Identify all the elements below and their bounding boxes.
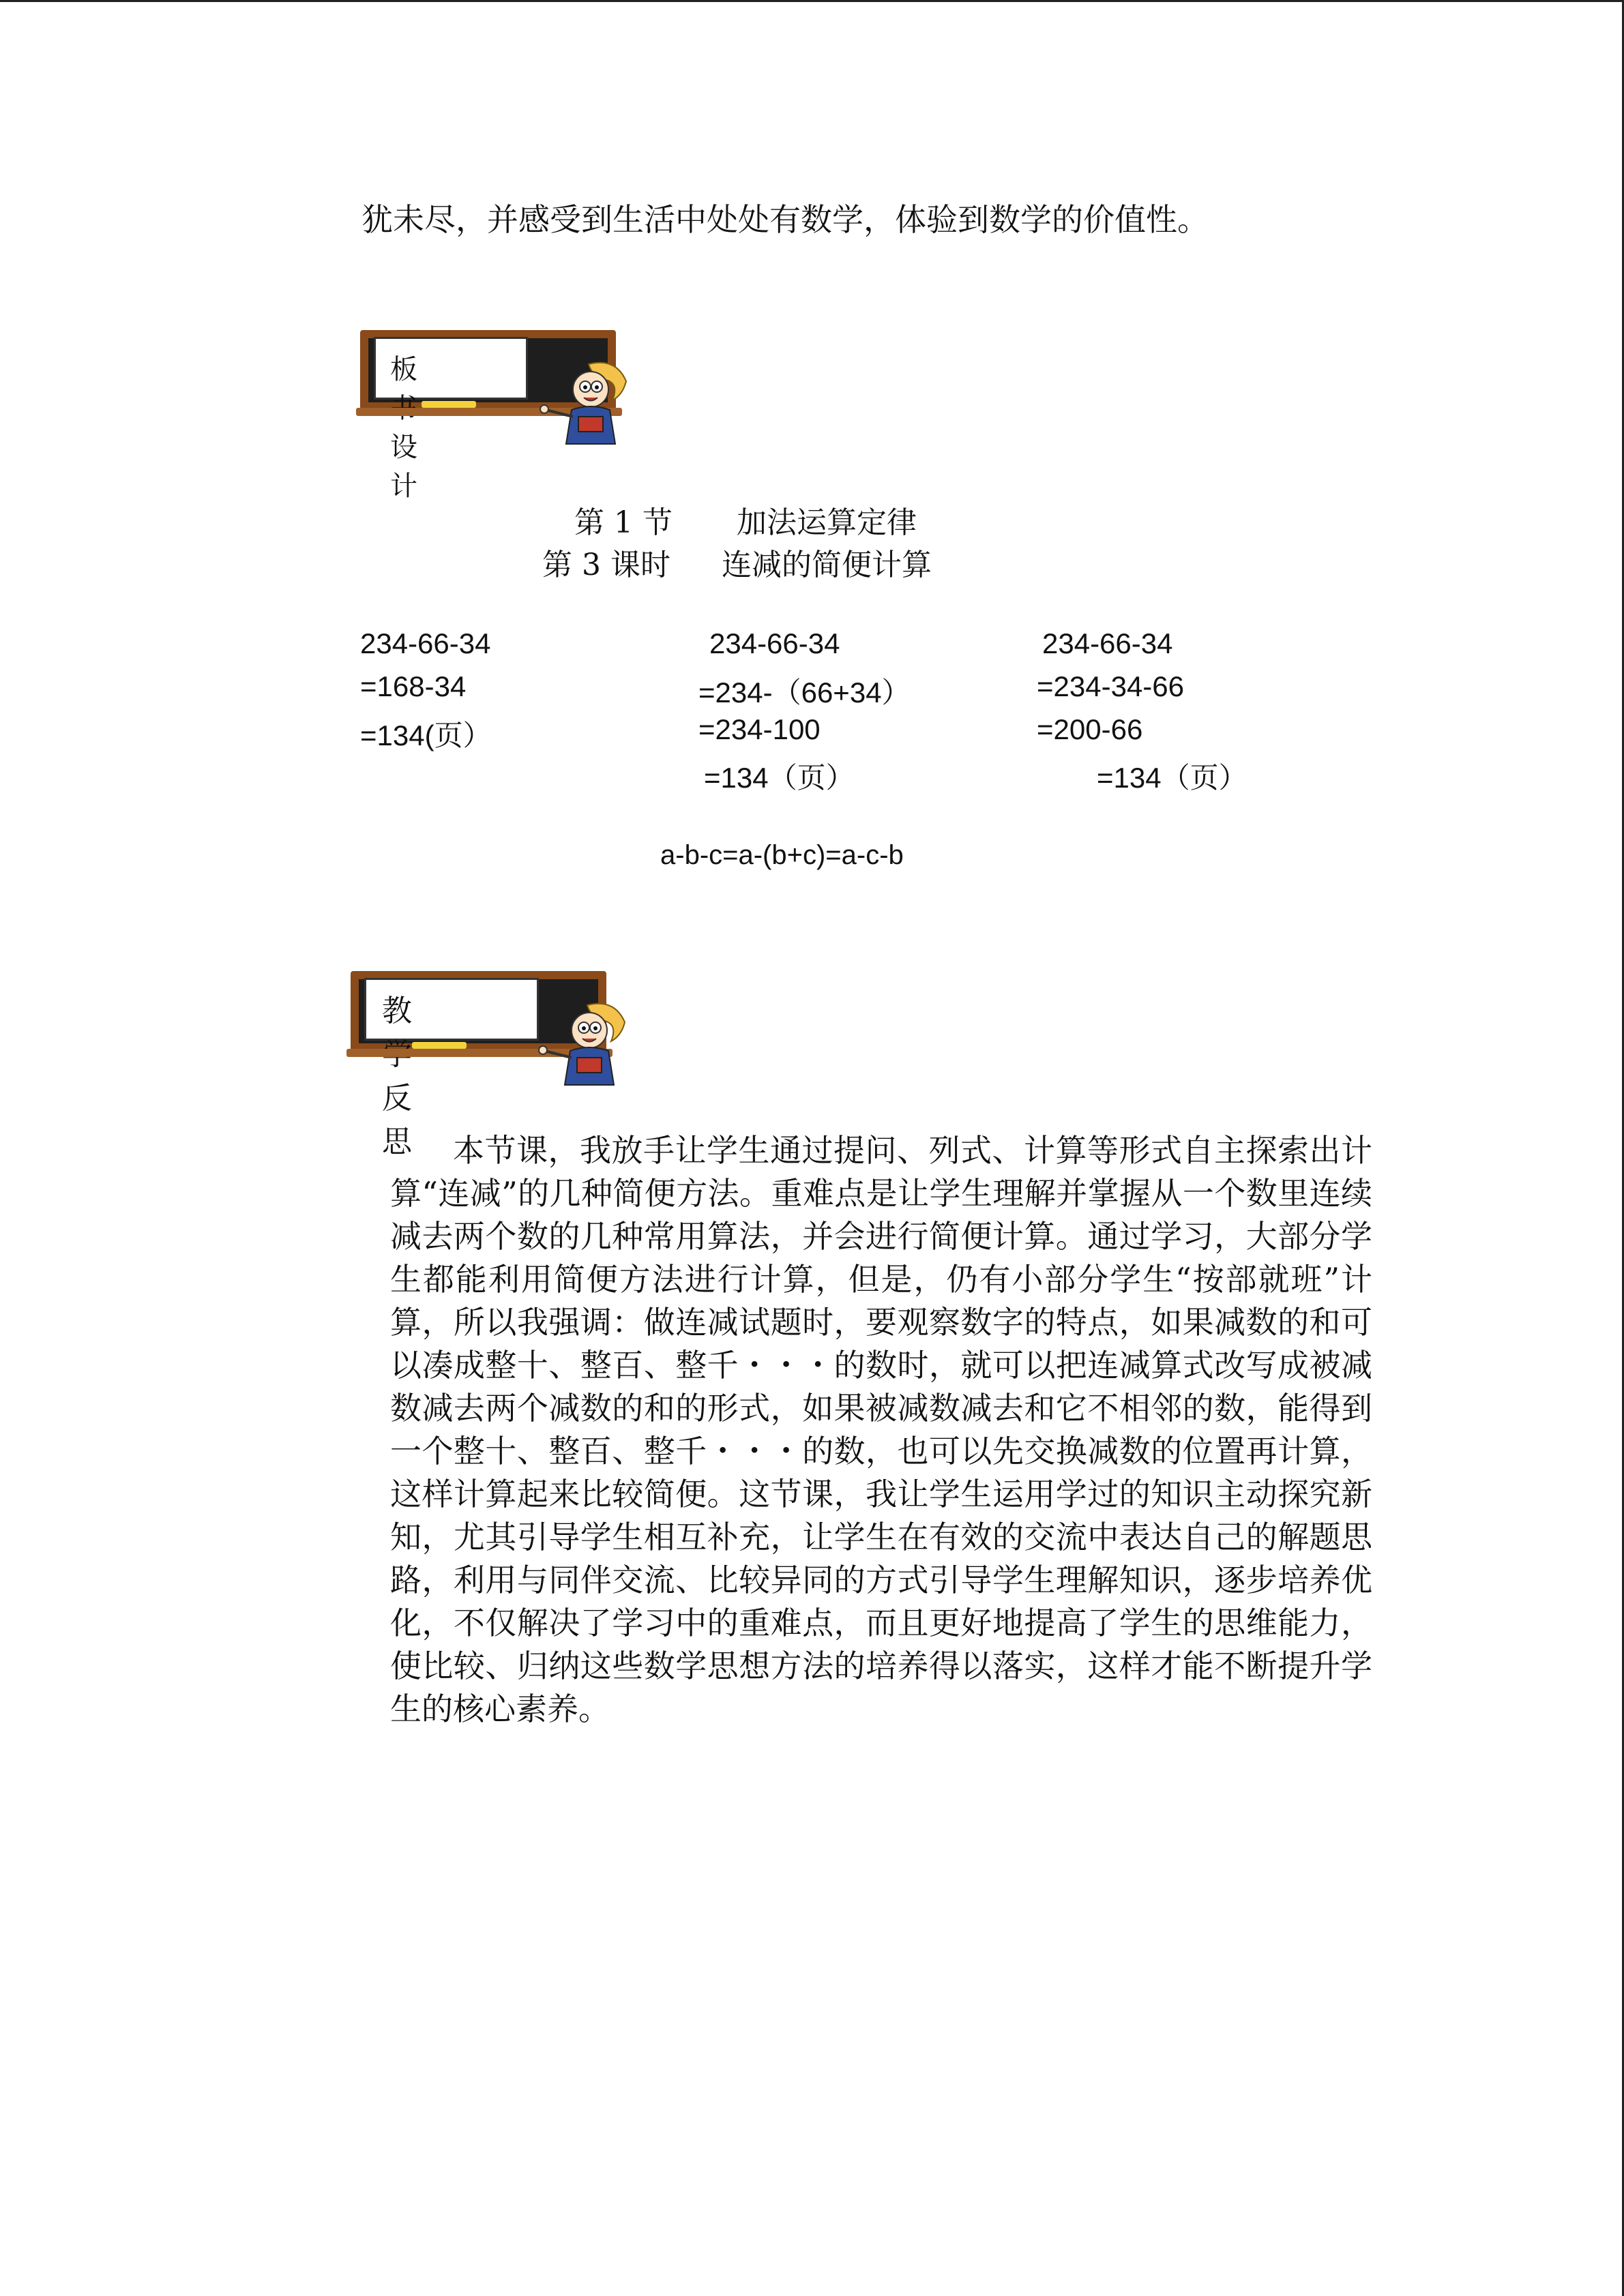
board-design-label: 板 设计: [390, 354, 417, 502]
method-3-line-2: =234-34-66: [1037, 670, 1185, 702]
section-name: 加法运算定律: [737, 505, 917, 540]
teaching-reflection-label: 教 反思: [382, 994, 412, 1159]
teaching-reflection-paragraph: 本节课，我放手让学生通过提问、列式、计算等形式自主探索出计算“连减”的几种简便方法。重难点是让学生理解并掌握从一个数里连续减去两个数的几种常用算法，并会进行简便计算。通过学习，大部分学生都能利用简便方法进行计算，但是，仍有小部分学生“按部就班”计算，所以我强调：做连减试题时，要观察数字的特点，如果减数的和可以凑成整十、整百、整千・・・的数时，就可以把连减算式改写成被减数减去两个减数的和的形式，如果被减数减去和它不相邻的数，能得到一个整十、整百、整千・・・的数，也可以先交换减数的位置再计算，这样计算起来比较简便。这节课，我让学生运用学过的知识主动探究新知，尤其引导学生相互补充，让学生在有效的交流中表达自己的解题思路，利用与同伴交流、比较异同的方式引导学生理解知识，逐步培养优化，不仅解决了学习中的重难点，而且更好地提高了学生的思维能力，使比较、归纳这些数学思想方法的培养得以落实，这样才能不断提升学生的核心素养。: [390, 1132, 1372, 1727]
chalk-icon: [412, 1042, 467, 1049]
method-2-line-2: =234-（66+34）: [698, 676, 911, 709]
lesson-name: 连减的简便计算: [722, 548, 932, 582]
method-2-line-4: =134（页）: [704, 762, 855, 794]
lesson-number: 第 3 课时: [542, 548, 670, 582]
method-3-line-4: =134（页）: [1097, 762, 1247, 794]
chalk-icon: [422, 401, 476, 408]
teacher-cartoon-icon: [531, 354, 633, 456]
method-2-line-1: 234-66-34: [709, 627, 840, 659]
teacher-cartoon-icon: [529, 995, 632, 1097]
method-3-line-1: 234-66-34: [1042, 627, 1173, 659]
method-3-line-3: =200-66: [1037, 713, 1143, 745]
method-2-line-3: =234-100: [698, 713, 821, 745]
method-1-line-1: 234-66-34: [360, 627, 491, 659]
formula: a-b-c=a-(b+c)=a-c-b: [660, 840, 904, 870]
method-1-line-3: =134(页）: [360, 719, 492, 751]
section-number: 第 1 节: [574, 505, 673, 540]
intro-line: 犹未尽，并感受到生活中处处有数学，体验到数学的价值性。: [361, 201, 1209, 238]
page-top-border: [0, 0, 1624, 2]
method-1-line-2: =168-34: [360, 670, 467, 702]
